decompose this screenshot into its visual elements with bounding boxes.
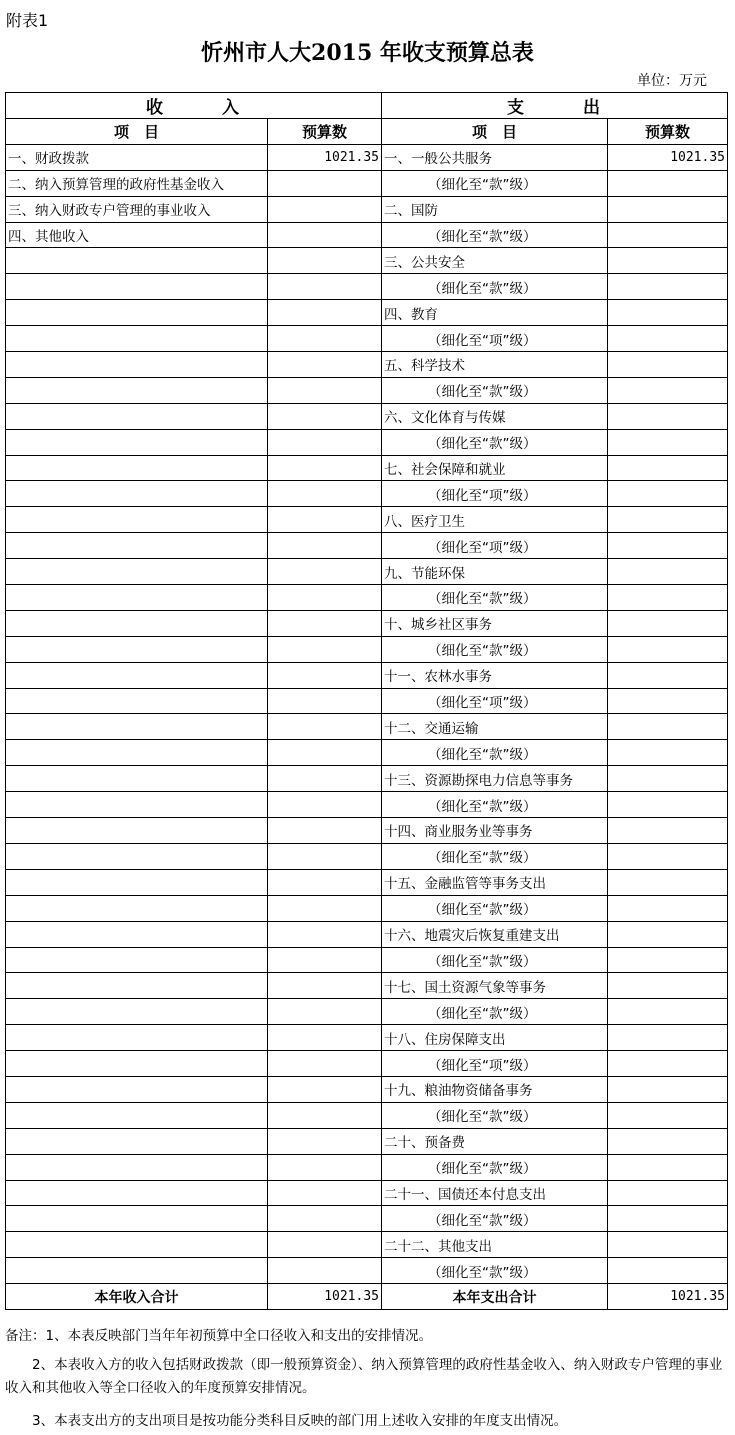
expense-amount-cell: [608, 248, 728, 274]
expense-item-cell: 七、社会保障和就业: [382, 455, 608, 481]
income-amount-cell: [268, 377, 382, 403]
table-row: [6, 1025, 728, 1051]
expense-item-cell: 三、公共安全: [382, 248, 608, 274]
expense-amount-cell: [608, 1258, 728, 1284]
table-row: [6, 818, 728, 844]
expense-item-cell: （细化至“款”级）: [382, 843, 608, 869]
table-row: [6, 274, 728, 300]
table-row: [6, 455, 728, 481]
column-header-row: [6, 119, 728, 145]
expense-side-header: 支 出: [382, 93, 728, 119]
income-amount-cell: [268, 1206, 382, 1232]
income-item-cell: 三、纳入财政专户管理的事业收入: [6, 196, 268, 222]
income-item-cell: [6, 352, 268, 378]
expense-item-cell: （细化至“款”级）: [382, 1206, 608, 1232]
table-row: [6, 248, 728, 274]
income-item-cell: [6, 1076, 268, 1102]
income-item-cell: [6, 507, 268, 533]
expense-item-cell: （细化至“款”级）: [382, 170, 608, 196]
income-item-cell: [6, 688, 268, 714]
table-row: [6, 1051, 728, 1077]
table-row: [6, 1258, 728, 1284]
income-amount-cell: [268, 559, 382, 585]
table-row: [6, 921, 728, 947]
income-total-label: 本年收入合计: [6, 1284, 268, 1310]
table-row: [6, 352, 728, 378]
expense-item-cell: （细化至“项”级）: [382, 688, 608, 714]
table-row: [6, 1154, 728, 1180]
expense-item-cell: （细化至“项”级）: [382, 533, 608, 559]
income-amount-cell: [268, 688, 382, 714]
income-amount-cell: [268, 300, 382, 326]
expense-item-cell: （细化至“款”级）: [382, 274, 608, 300]
income-amount-cell: [268, 636, 382, 662]
income-amount-cell: [268, 610, 382, 636]
income-amount-cell: [268, 869, 382, 895]
expense-amount-cell: [608, 921, 728, 947]
table-row: [6, 222, 728, 248]
table-row: [6, 1206, 728, 1232]
table-row: [6, 947, 728, 973]
table-row: [6, 196, 728, 222]
table-row: [6, 636, 728, 662]
table-row: [6, 1180, 728, 1206]
income-item-cell: [6, 274, 268, 300]
income-amount-cell: [268, 326, 382, 352]
income-item-cell: 一、财政拨款: [6, 144, 268, 170]
income-item-cell: [6, 585, 268, 611]
income-item-cell: [6, 559, 268, 585]
expense-amount-cell: [608, 1025, 728, 1051]
expense-item-cell: （细化至“款”级）: [382, 895, 608, 921]
expense-amount-cell: [608, 610, 728, 636]
income-item-cell: [6, 766, 268, 792]
expense-amount-cell: [608, 999, 728, 1025]
expense-item-cell: 十六、地震灾后恢复重建支出: [382, 921, 608, 947]
table-row: [6, 740, 728, 766]
expense-amount-cell: [608, 792, 728, 818]
expense-item-cell: 八、医疗卫生: [382, 507, 608, 533]
table-row: [6, 533, 728, 559]
income-amount-cell: [268, 1128, 382, 1154]
expense-amount-cell: [608, 377, 728, 403]
expense-amount-cell: [608, 714, 728, 740]
income-amount-cell: [268, 585, 382, 611]
expense-amount-cell: [608, 196, 728, 222]
income-item-cell: [6, 1206, 268, 1232]
income-amount-cell: [268, 1180, 382, 1206]
expense-item-cell: 一、一般公共服务: [382, 144, 608, 170]
expense-item-cell: 十四、商业服务业等事务: [382, 818, 608, 844]
income-item-cell: [6, 300, 268, 326]
expense-amount-cell: 1021.35: [608, 144, 728, 170]
table-row: [6, 300, 728, 326]
expense-amount-cell: [608, 585, 728, 611]
expense-item-cell: 五、科学技术: [382, 352, 608, 378]
income-item-cell: [6, 921, 268, 947]
expense-item-cell: 十一、农林水事务: [382, 662, 608, 688]
table-row: [6, 585, 728, 611]
note-2: 2、本表收入方的收入包括财政拨款（即一般预算资金）、纳入预算管理的政府性基金收入、纳入财政专户管理的事业收入和其他收入等全口径收入的年度预算安排情况。: [5, 1357, 723, 1396]
expense-amount-cell: [608, 300, 728, 326]
totals-row: [6, 1284, 728, 1310]
expense-amount-cell: [608, 947, 728, 973]
income-amount-cell: [268, 714, 382, 740]
expense-amount-cell: [608, 507, 728, 533]
table-row: [6, 1076, 728, 1102]
income-item-cell: [6, 1128, 268, 1154]
income-amount-cell: [268, 818, 382, 844]
expense-total-label: 本年支出合计: [382, 1284, 608, 1310]
income-amount-cell: [268, 1051, 382, 1077]
income-item-cell: [6, 610, 268, 636]
table-row: [6, 326, 728, 352]
income-amount-cell: [268, 1258, 382, 1284]
expense-item-cell: （细化至“款”级）: [382, 377, 608, 403]
income-item-cell: [6, 662, 268, 688]
income-side-header: 收 入: [6, 93, 382, 119]
expense-budget-header: 预算数: [608, 119, 728, 145]
income-item-cell: [6, 1180, 268, 1206]
income-amount-cell: [268, 352, 382, 378]
income-item-cell: [6, 714, 268, 740]
income-amount-cell: [268, 1025, 382, 1051]
expense-item-cell: （细化至“款”级）: [382, 792, 608, 818]
income-item-cell: 二、纳入预算管理的政府性基金收入: [6, 170, 268, 196]
income-item-cell: [6, 1025, 268, 1051]
expense-amount-cell: [608, 973, 728, 999]
expense-amount-cell: [608, 1180, 728, 1206]
expense-amount-cell: [608, 481, 728, 507]
appendix-label: 附表1: [6, 11, 49, 30]
income-amount-cell: [268, 662, 382, 688]
income-item-cell: [6, 481, 268, 507]
expense-item-cell: 二十二、其他支出: [382, 1232, 608, 1258]
income-amount-cell: [268, 766, 382, 792]
income-item-cell: [6, 740, 268, 766]
expense-item-cell: 十三、资源勘探电力信息等事务: [382, 766, 608, 792]
income-item-cell: [6, 248, 268, 274]
expense-item-cell: 十八、住房保障支出: [382, 1025, 608, 1051]
expense-item-cell: （细化至“项”级）: [382, 481, 608, 507]
table-row: [6, 403, 728, 429]
income-item-cell: [6, 533, 268, 559]
expense-amount-cell: [608, 326, 728, 352]
note-1: 备注：1、本表反映部门当年年初预算中全口径收入和支出的安排情况。: [5, 1328, 433, 1344]
income-amount-cell: [268, 170, 382, 196]
expense-item-cell: （细化至“款”级）: [382, 740, 608, 766]
expense-amount-cell: [608, 429, 728, 455]
expense-amount-cell: [608, 274, 728, 300]
expense-item-cell: 四、教育: [382, 300, 608, 326]
expense-item-cell: （细化至“款”级）: [382, 1154, 608, 1180]
table-row: [6, 999, 728, 1025]
page-title: 忻州市人大2015 年收支预算总表: [201, 40, 534, 66]
income-amount-cell: [268, 429, 382, 455]
income-item-cell: [6, 429, 268, 455]
expense-amount-cell: [608, 740, 728, 766]
expense-item-cell: （细化至“项”级）: [382, 1051, 608, 1077]
table-row: [6, 869, 728, 895]
budget-table: [5, 92, 728, 1310]
expense-item-cell: （细化至“款”级）: [382, 1102, 608, 1128]
expense-item-cell: （细化至“款”级）: [382, 585, 608, 611]
income-amount-cell: [268, 1154, 382, 1180]
income-item-cell: [6, 326, 268, 352]
expense-amount-cell: [608, 766, 728, 792]
expense-item-cell: （细化至“款”级）: [382, 947, 608, 973]
expense-amount-cell: [608, 895, 728, 921]
income-amount-cell: [268, 196, 382, 222]
income-amount-cell: [268, 403, 382, 429]
income-item-cell: [6, 1232, 268, 1258]
expense-amount-cell: [608, 559, 728, 585]
income-item-cell: [6, 843, 268, 869]
income-item-cell: [6, 947, 268, 973]
note-3: 3、本表支出方的支出项目是按功能分类科目反映的部门用上述收入安排的年度支出情况。: [32, 1413, 568, 1429]
expense-amount-cell: [608, 170, 728, 196]
income-item-cell: [6, 1102, 268, 1128]
unit-label: 单位：万元: [637, 73, 707, 89]
income-amount-cell: [268, 274, 382, 300]
income-amount-cell: [268, 1102, 382, 1128]
table-row: [6, 481, 728, 507]
expense-amount-cell: [608, 1232, 728, 1258]
income-item-cell: [6, 792, 268, 818]
income-amount-cell: [268, 455, 382, 481]
income-item-cell: [6, 999, 268, 1025]
expense-amount-cell: [608, 662, 728, 688]
expense-amount-cell: [608, 1102, 728, 1128]
income-amount-cell: [268, 533, 382, 559]
income-item-cell: [6, 1051, 268, 1077]
income-item-cell: [6, 869, 268, 895]
expense-total-amount: 1021.35: [608, 1284, 728, 1310]
table-row: [6, 429, 728, 455]
expense-amount-cell: [608, 533, 728, 559]
expense-item-cell: 九、节能环保: [382, 559, 608, 585]
income-item-cell: 四、其他收入: [6, 222, 268, 248]
expense-item-header: 项 目: [382, 119, 608, 145]
income-item-header: 项 目: [6, 119, 268, 145]
expense-item-cell: （细化至“款”级）: [382, 636, 608, 662]
income-amount-cell: 1021.35: [268, 144, 382, 170]
table-row: [6, 144, 728, 170]
table-row: [6, 559, 728, 585]
expense-amount-cell: [608, 352, 728, 378]
expense-amount-cell: [608, 843, 728, 869]
expense-amount-cell: [608, 688, 728, 714]
expense-item-cell: （细化至“款”级）: [382, 429, 608, 455]
expense-item-cell: 十五、金融监管等事务支出: [382, 869, 608, 895]
income-amount-cell: [268, 947, 382, 973]
expense-amount-cell: [608, 1076, 728, 1102]
income-amount-cell: [268, 507, 382, 533]
expense-item-cell: 二、国防: [382, 196, 608, 222]
expense-item-cell: 十二、交通运输: [382, 714, 608, 740]
expense-amount-cell: [608, 869, 728, 895]
expense-amount-cell: [608, 403, 728, 429]
expense-item-cell: 二十、预备费: [382, 1128, 608, 1154]
expense-item-cell: 六、文化体育与传媒: [382, 403, 608, 429]
income-amount-cell: [268, 921, 382, 947]
expense-item-cell: （细化至“款”级）: [382, 999, 608, 1025]
expense-item-cell: （细化至“款”级）: [382, 1258, 608, 1284]
notes: [5, 1325, 727, 1433]
income-amount-cell: [268, 222, 382, 248]
income-item-cell: [6, 1258, 268, 1284]
expense-amount-cell: [608, 1051, 728, 1077]
income-amount-cell: [268, 248, 382, 274]
table-row: [6, 170, 728, 196]
income-item-cell: [6, 818, 268, 844]
expense-amount-cell: [608, 1154, 728, 1180]
income-item-cell: [6, 403, 268, 429]
table-row: [6, 766, 728, 792]
income-item-cell: [6, 636, 268, 662]
income-amount-cell: [268, 973, 382, 999]
income-budget-header: 预算数: [268, 119, 382, 145]
expense-amount-cell: [608, 818, 728, 844]
income-amount-cell: [268, 999, 382, 1025]
table-row: [6, 377, 728, 403]
expense-item-cell: 二十一、国债还本付息支出: [382, 1180, 608, 1206]
table-row: [6, 688, 728, 714]
side-header-row: [6, 93, 728, 119]
expense-item-cell: 十、城乡社区事务: [382, 610, 608, 636]
income-item-cell: [6, 377, 268, 403]
expense-amount-cell: [608, 636, 728, 662]
expense-item-cell: （细化至“项”级）: [382, 326, 608, 352]
table-row: [6, 895, 728, 921]
income-amount-cell: [268, 740, 382, 766]
table-row: [6, 507, 728, 533]
income-item-cell: [6, 455, 268, 481]
expense-item-cell: （细化至“款”级）: [382, 222, 608, 248]
table-row: [6, 973, 728, 999]
table-row: [6, 792, 728, 818]
table-row: [6, 662, 728, 688]
income-amount-cell: [268, 895, 382, 921]
income-item-cell: [6, 1154, 268, 1180]
income-amount-cell: [268, 1076, 382, 1102]
table-row: [6, 610, 728, 636]
income-item-cell: [6, 895, 268, 921]
income-item-cell: [6, 973, 268, 999]
expense-amount-cell: [608, 1206, 728, 1232]
income-amount-cell: [268, 1232, 382, 1258]
table-row: [6, 843, 728, 869]
income-amount-cell: [268, 843, 382, 869]
table-row: [6, 1128, 728, 1154]
expense-amount-cell: [608, 222, 728, 248]
expense-amount-cell: [608, 1128, 728, 1154]
table-row: [6, 1232, 728, 1258]
expense-item-cell: 十七、国土资源气象等事务: [382, 973, 608, 999]
income-total-amount: 1021.35: [268, 1284, 382, 1310]
table-row: [6, 714, 728, 740]
expense-amount-cell: [608, 455, 728, 481]
income-amount-cell: [268, 792, 382, 818]
table-row: [6, 1102, 728, 1128]
expense-item-cell: 十九、粮油物资储备事务: [382, 1076, 608, 1102]
income-amount-cell: [268, 481, 382, 507]
